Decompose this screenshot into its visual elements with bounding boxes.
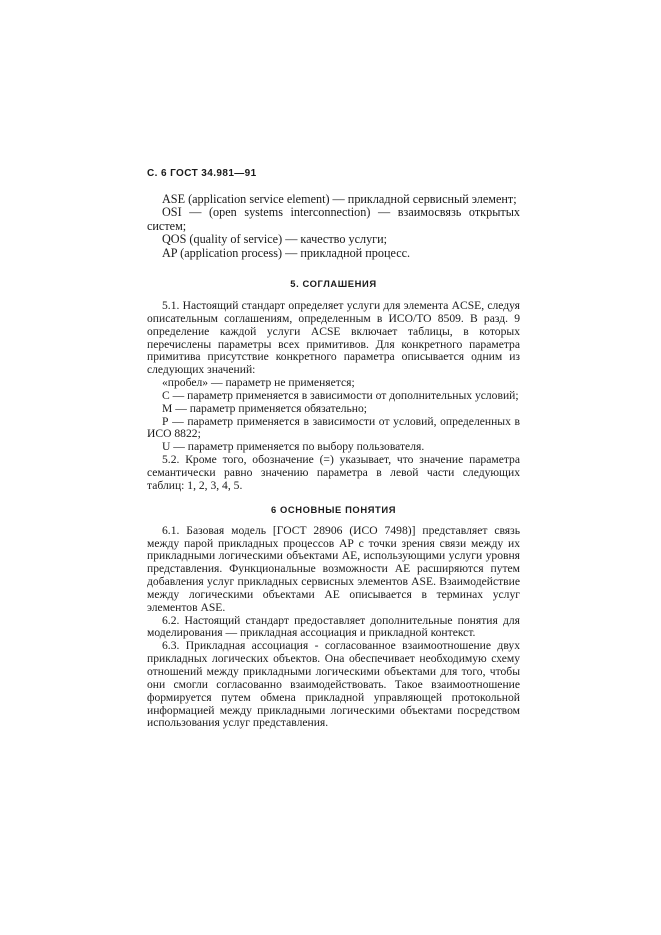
- value-m: М — параметр применяется обязательно;: [162, 401, 368, 415]
- definition-ap: AP (application process) — прикладной процесс.: [162, 245, 411, 260]
- page-header: С. 6 ГОСТ 34.981—91: [147, 168, 257, 179]
- definition-osi: OSI — (open systems interconnection) — взаимосвязь открытых систем;: [147, 205, 520, 233]
- section-5-title: 5. СОГЛАШЕНИЯ: [290, 278, 377, 290]
- section-5-body: [147, 300, 520, 493]
- value-p: Р — параметр применяется в зависимости от условий, определенных в ИСО 8822;: [147, 414, 520, 441]
- abbreviation-definitions: [147, 193, 520, 260]
- paragraph-5-2: 5.2. Кроме того, обозначение (=) указывает, что значение параметра семантически равно значению параметра в левой части следующих таблиц: 1, 2, 3, 4, 5.: [147, 453, 520, 492]
- paragraph-5-1: 5.1. Настоящий стандарт определяет услуги для элемента ACSE, следуя описательным соглашениям, определенным в ИСО/ТО 8509. В разд. 9 определение каждой услуги ACSE включает таблицы, в которых перечислены параметры всех примитивов. Для конкретного параметра примитива присутствие конкретного параметра описывается одним из следующих значений:: [147, 299, 520, 377]
- value-c: С — параметр применяется в зависимости от дополнительных условий;: [162, 388, 519, 402]
- definition-ase: ASE (application service element) — прикладной сервисный элемент;: [162, 192, 517, 206]
- definition-qos: QOS (quality of service) — качество услуги;: [162, 232, 388, 247]
- paragraph-6-3: 6.3. Прикладная ассоциация - согласованное взаимоотношение двух прикладных логических объектов. Она обеспечивает необходимую схему отношений между прикладными логическими объектами для того, чтобы они смогли согласованно взаимодействовать. Такое взаимоотношение формируется путем обмена прикладной управляющей протокольной информацией между прикладными логическими объектами посредством использования услуг представления.: [147, 639, 520, 730]
- section-6-title: 6 ОСНОВНЫЕ ПОНЯТИЯ: [270, 503, 397, 515]
- value-u: U — параметр применяется по выбору пользователя.: [162, 440, 425, 454]
- section-6-body: [147, 525, 520, 731]
- value-space: «пробел» — параметр не применяется;: [162, 376, 355, 390]
- paragraph-6-2: 6.2. Настоящий стандарт предоставляет дополнительные понятия для моделирования — прикладная ассоциация и прикладной контекст.: [147, 613, 520, 640]
- document-page: [147, 168, 520, 730]
- paragraph-6-1: 6.1. Базовая модель [ГОСТ 28906 (ИСО 7498)] представляет связь между парой прикладных процессов АР с точки зрения связи между их прикладными логическими объектами АЕ, использующими услуги уровня представления. Функциональные возможности АЕ расширяются путем добавления услуг прикладных сервисных элементов ASE. Взаимодействие между логическими объектами АЕ описывается в терминах услуг элементов ASE.: [147, 523, 520, 614]
